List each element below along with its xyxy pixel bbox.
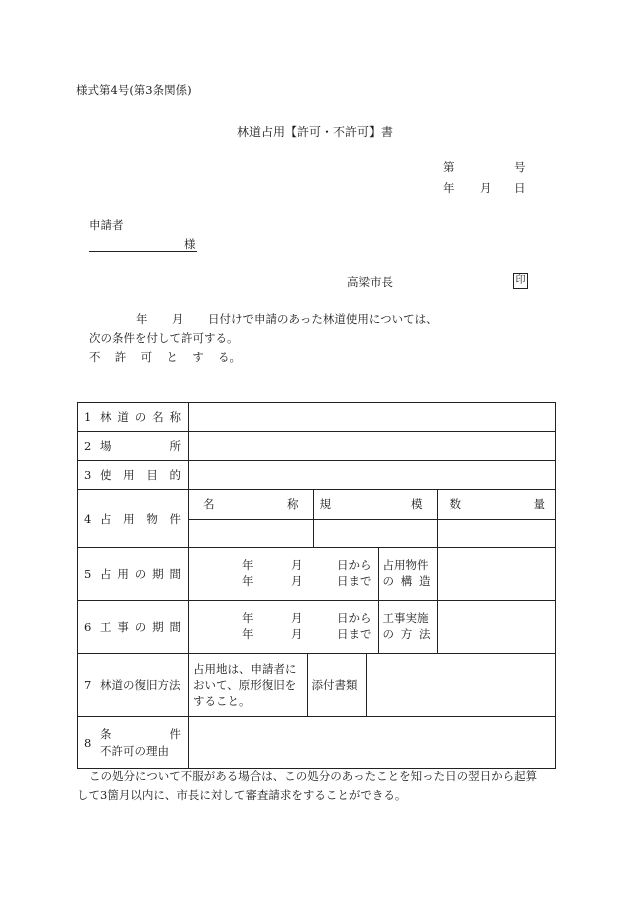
doc-date-month: 月 (480, 181, 492, 195)
appeal-notice-line-2: して3箇月以内に、市長に対して審査請求をすることができる。 (77, 788, 407, 802)
issuer-name: 高梁市長 (347, 275, 393, 289)
method-label: 工事実施 の 方 法 (378, 601, 437, 653)
document-title: 林道占用【許可・不許可】書 (237, 125, 394, 139)
seal-mark: 印 (513, 273, 528, 289)
construction-period-dates[interactable]: 年 月 日から 年 月 日まで (189, 601, 378, 653)
forest-road-name-field[interactable] (189, 403, 556, 432)
attachments-label: 添付書類 (307, 654, 366, 716)
object-name-field[interactable] (189, 519, 313, 547)
row-construction-period: 6 工 事 の 期 間 年 月 日から 年 月 日まで 工事実施 の 方 法 (78, 601, 556, 654)
header-qty-b: 量 (533, 497, 545, 512)
doc-number-prefix: 第 (443, 160, 455, 174)
header-scale-a: 規 (319, 497, 331, 512)
body-date-year: 年 (136, 312, 148, 326)
applicant-honorific: 様 (184, 237, 196, 251)
form-reference: 様式第4号(第3条関係) (76, 83, 192, 97)
row-restoration-method: 7 林道の復旧方法 占用地は、申請者に おいて、原形復旧を すること。 添付書類 (78, 654, 556, 717)
appeal-notice-line-1: この処分について不服がある場合は、この処分のあったことを知った日の翌日から起算 (89, 769, 538, 783)
header-scale-b: 模 (411, 497, 423, 512)
row-location: 2 場 所 (78, 432, 556, 461)
header-qty-a: 数 (449, 497, 461, 512)
body-line-3: 不 許 可 と す る。 (89, 350, 241, 364)
body-date-month: 月 (172, 312, 184, 326)
permit-table (77, 402, 556, 769)
body-line-2: 次の条件を付して許可する。 (89, 331, 239, 345)
row-purpose: 3 使 用 目 的 (78, 461, 556, 490)
row-forest-road-name: 1 林 道 の 名 称 (78, 403, 556, 432)
structure-label: 占用物件 の 構 造 (378, 548, 437, 600)
method-field[interactable] (437, 601, 555, 653)
applicant-label: 申請者 (89, 218, 124, 232)
body-line-1: 日付けで申請のあった林道使用については、 (208, 312, 438, 326)
applicant-name-line (89, 236, 197, 252)
restoration-text: 占用地は、申請者に おいて、原形復旧を すること。 (189, 654, 307, 716)
doc-date-day: 日 (514, 181, 526, 195)
conditions-field[interactable] (189, 717, 556, 769)
object-quantity-field[interactable] (437, 519, 555, 547)
doc-number-suffix: 号 (514, 160, 526, 174)
location-field[interactable] (189, 432, 556, 461)
attachments-field[interactable] (366, 654, 555, 716)
header-name-a: 名 (203, 497, 215, 512)
row-conditions: 8 条 件 不許可の理由 (78, 717, 556, 769)
object-scale-field[interactable] (313, 519, 437, 547)
purpose-field[interactable] (189, 461, 556, 490)
doc-date-year: 年 (443, 181, 455, 195)
occupation-period-dates[interactable]: 年 月 日から 年 月 日まで (189, 548, 378, 600)
header-name-b: 称 (287, 497, 299, 512)
row-occupation-period: 5 占 用 の 期 間 年 月 日から 年 月 日まで 占用物件 の 構 造 (78, 548, 556, 601)
structure-field[interactable] (437, 548, 555, 600)
row-occupied-object: 4 占 用 物 件 名 称 規 模 数 量 (78, 490, 556, 548)
